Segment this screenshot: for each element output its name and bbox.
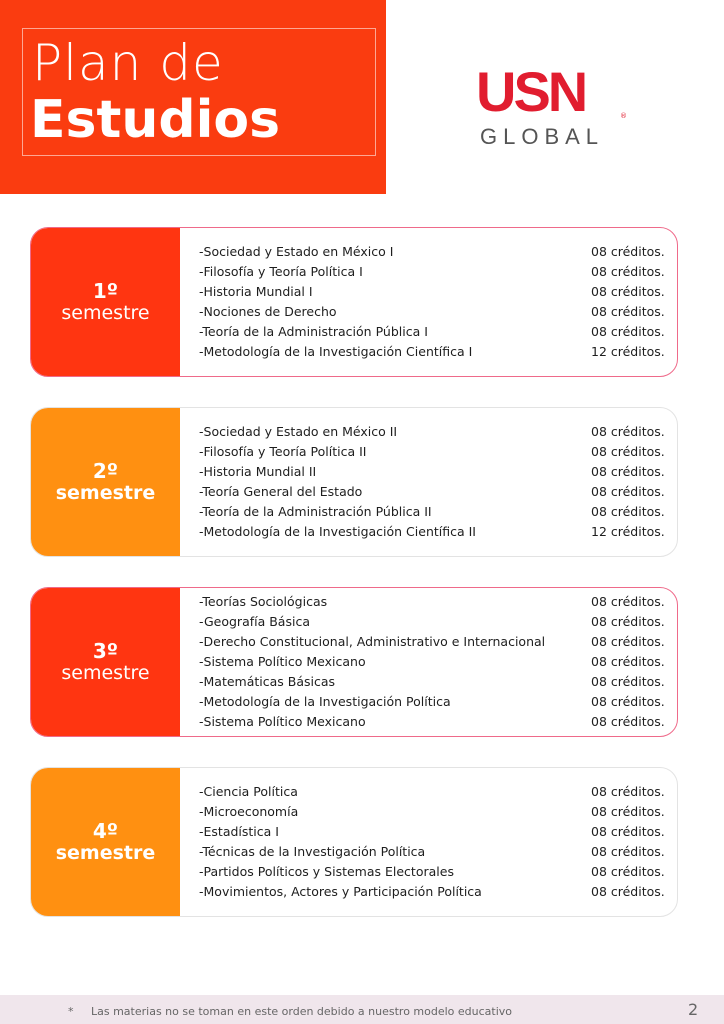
course-list: [199, 228, 669, 376]
course-credits: 08 créditos.: [591, 864, 665, 879]
course-credits: 08 créditos.: [591, 844, 665, 859]
course-credits: 08 créditos.: [591, 674, 665, 689]
course-row: [199, 302, 669, 322]
logo-usn-text: USN: [476, 60, 586, 123]
course-name: -Sociedad y Estado en México II: [199, 424, 398, 439]
course-credits: 08 créditos.: [591, 464, 665, 479]
course-credits: 08 créditos.: [591, 424, 665, 439]
course-name: -Partidos Políticos y Sistemas Electorales: [199, 864, 454, 879]
course-credits: 08 créditos.: [591, 614, 665, 629]
course-name: -Teorías Sociológicas: [199, 594, 328, 609]
course-name: -Movimientos, Actores y Participación Política: [199, 884, 482, 899]
semester-label-1: [31, 228, 180, 376]
course-name: -Historia Mundial II: [199, 464, 317, 479]
course-name: -Teoría de la Administración Pública I: [199, 324, 428, 339]
semester-label-4: [31, 768, 180, 916]
course-credits: 08 créditos.: [591, 784, 665, 799]
course-row: [199, 842, 669, 862]
course-row: [199, 592, 669, 612]
course-credits: 08 créditos.: [591, 694, 665, 709]
semester-label-3: [31, 588, 180, 736]
course-name: -Nociones de Derecho: [199, 304, 337, 319]
course-credits: 08 créditos.: [591, 244, 665, 259]
usn-global-logo: [476, 60, 628, 154]
course-name: -Teoría de la Administración Pública II: [199, 504, 432, 519]
course-credits: 08 créditos.: [591, 264, 665, 279]
semester-card-1: [30, 227, 678, 377]
course-row: [199, 502, 669, 522]
course-credits: 08 créditos.: [591, 594, 665, 609]
course-name: -Geografía Básica: [199, 614, 310, 629]
course-row: [199, 262, 669, 282]
course-row: [199, 632, 669, 652]
course-row: [199, 522, 669, 542]
course-row: [199, 342, 669, 362]
semester-card-2: [30, 407, 678, 557]
course-name: -Metodología de la Investigación Política: [199, 694, 451, 709]
course-credits: 08 créditos.: [591, 714, 665, 729]
course-name: -Técnicas de la Investigación Política: [199, 844, 426, 859]
semester-word: semestre: [55, 842, 156, 864]
semester-number: 3º: [92, 639, 119, 663]
semester-card-4: [30, 767, 678, 917]
course-name: -Filosofía y Teoría Política I: [199, 264, 363, 279]
course-row: [199, 422, 669, 442]
course-credits: 08 créditos.: [591, 654, 665, 669]
course-name: -Matemáticas Básicas: [199, 674, 336, 689]
course-credits: 08 créditos.: [591, 634, 665, 649]
course-list: [199, 408, 669, 556]
footer-asterisk: *: [68, 1005, 74, 1018]
course-row: [199, 242, 669, 262]
page-title-line1: Plan de: [32, 34, 224, 92]
course-row: [199, 652, 669, 672]
course-row: [199, 482, 669, 502]
course-name: -Teoría General del Estado: [199, 484, 363, 499]
semester-number: 2º: [92, 459, 119, 483]
course-row: [199, 322, 669, 342]
course-name: -Estadística I: [199, 824, 279, 839]
course-name: -Microeconomía: [199, 804, 299, 819]
logo-registered-mark: ®: [620, 112, 627, 120]
course-name: -Metodología de la Investigación Científica II: [199, 524, 476, 539]
course-credits: 08 créditos.: [591, 804, 665, 819]
semester-card-3: [30, 587, 678, 737]
course-credits: 08 créditos.: [591, 824, 665, 839]
course-list: [199, 588, 669, 736]
course-credits: 08 créditos.: [591, 304, 665, 319]
course-name: -Historia Mundial I: [199, 284, 313, 299]
course-row: [199, 672, 669, 692]
course-credits: 12 créditos.: [591, 524, 665, 539]
logo-global-text: GLOBAL: [480, 124, 605, 149]
course-name: -Sistema Político Mexicano: [199, 654, 366, 669]
course-credits: 12 créditos.: [591, 344, 665, 359]
course-credits: 08 créditos.: [591, 284, 665, 299]
course-row: [199, 712, 669, 732]
course-row: [199, 612, 669, 632]
page-number: 2: [688, 1000, 699, 1019]
course-credits: 08 créditos.: [591, 504, 665, 519]
course-name: -Sistema Político Mexicano: [199, 714, 366, 729]
course-credits: 08 créditos.: [591, 324, 665, 339]
course-name: -Sociedad y Estado en México I: [199, 244, 394, 259]
footer-note: [68, 1005, 512, 1018]
footer-note-text: Las materias no se toman en este orden debido a nuestro modelo educativo: [91, 1005, 513, 1018]
course-list: [199, 768, 669, 916]
course-row: [199, 692, 669, 712]
course-row: [199, 462, 669, 482]
semester-word: semestre: [61, 302, 150, 324]
course-credits: 08 créditos.: [591, 444, 665, 459]
course-credits: 08 créditos.: [591, 484, 665, 499]
course-row: [199, 782, 669, 802]
course-row: [199, 442, 669, 462]
semester-number: 1º: [92, 279, 119, 303]
course-credits: 08 créditos.: [591, 884, 665, 899]
course-name: -Metodología de la Investigación Científica I: [199, 344, 473, 359]
semester-label-2: [31, 408, 180, 556]
course-row: [199, 802, 669, 822]
page-title-line2: Estudios: [30, 90, 281, 150]
course-row: [199, 822, 669, 842]
course-name: -Filosofía y Teoría Política II: [199, 444, 367, 459]
course-name: -Ciencia Política: [199, 784, 298, 799]
semester-word: semestre: [55, 482, 156, 504]
course-name: -Derecho Constitucional, Administrativo e Internacional: [199, 634, 546, 649]
course-row: [199, 882, 669, 902]
semester-number: 4º: [92, 819, 119, 843]
semester-word: semestre: [61, 662, 150, 684]
course-row: [199, 862, 669, 882]
course-row: [199, 282, 669, 302]
